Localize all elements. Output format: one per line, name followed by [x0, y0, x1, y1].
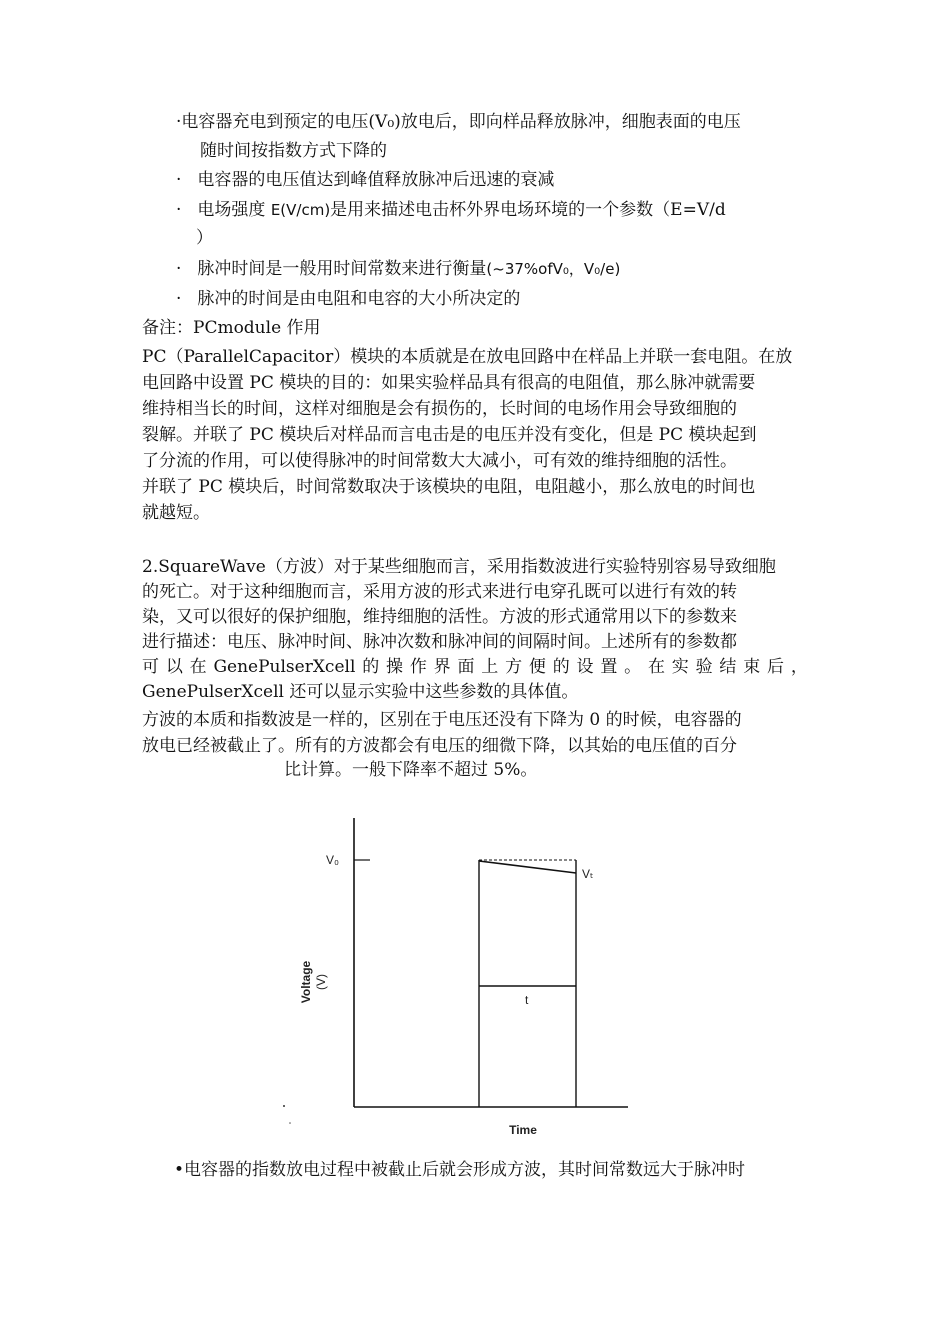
bullet-5	[176, 287, 520, 311]
word: 束	[743, 657, 761, 677]
bullet-3-unit: E(V/cm)	[270, 201, 331, 219]
note-title: 备注：PCmodule 作用	[142, 318, 321, 338]
bullet-4-formula: (~37%ofV₀，V₀/e)	[486, 260, 621, 278]
square-paragraph-line: 染，又可以很好的保护细胞，维持细胞的活性。方波的形式通常用以下的参数来	[142, 607, 737, 627]
bullet-3-post: 是用来描述电击杯外界电场环境的一个参数（E=V/d	[330, 200, 726, 220]
y-axis-label-group	[299, 960, 328, 1003]
word: 方	[505, 657, 523, 677]
square-wave-figure	[270, 810, 650, 1150]
bullet-3-line-2: ）	[196, 228, 213, 248]
vt-label: Vₜ	[582, 867, 594, 881]
bullet-5-text: 脉冲的时间是由电阻和电容的大小所决定的	[197, 289, 521, 309]
word: 在	[647, 657, 665, 677]
scan-dot	[289, 1122, 291, 1124]
bullet-3	[176, 198, 726, 222]
t-label: t	[525, 993, 529, 1007]
word: 上	[481, 657, 499, 677]
word: GenePulserXcell	[213, 657, 356, 677]
bullet-1-line-2: 随时间按指数方式下降的	[200, 141, 387, 161]
bullet-marker: ·	[176, 259, 182, 279]
bullet-1-line-1: 电容器充电到预定的电压(V₀)放电后，即向样品释放脉冲，细胞表面的电压	[181, 112, 741, 132]
bullet-marker: ·	[176, 170, 182, 190]
final-bullet: •电容器的指数放电过程中被截止后就会形成方波，其时间常数远大于脉冲时	[174, 1160, 746, 1180]
scan-dot	[283, 1105, 285, 1107]
word: ，	[790, 657, 808, 677]
word: 后	[767, 657, 785, 677]
pc-paragraph-line: 并联了 PC 模块后，时间常数取决于该模块的电阻，电阻越小，那么放电的时间也	[142, 477, 756, 497]
square-paragraph-line: 进行描述：电压、脉冲时间、脉冲次数和脉冲间的间隔时间。上述所有的参数都	[142, 632, 737, 652]
bullet-marker: ·	[176, 112, 182, 132]
pc-paragraph-line: 了分流的作用，可以使得脉冲的时间常数大大减小，可有效的维持细胞的活性。	[142, 451, 737, 471]
bullet-1	[176, 110, 741, 134]
word: 界	[433, 657, 451, 677]
voltage-droop-line	[479, 861, 576, 873]
bullet-4	[176, 257, 620, 281]
bullet-2-text: 电容器的电压值达到峰值释放脉冲后迅速的衰减	[197, 170, 555, 190]
pc-paragraph-line: PC（ParallelCapacitor）模块的本质就是在放电回路中在样品上并联一套电阻。在放	[142, 347, 793, 367]
word: 的	[362, 657, 380, 677]
square-paragraph-spread-line	[142, 655, 808, 679]
word: 可	[142, 657, 159, 677]
nature-paragraph-line: 比计算。一般下降率不超过 5%。	[284, 760, 538, 780]
pc-paragraph-line: 裂解。并联了 PC 模块后对样品而言电击是的电压并没有变化，但是 PC 模块起到	[142, 425, 757, 445]
nature-paragraph-line: 方波的本质和指数波是一样的，区别在于电压还没有下降为 0 的时候，电容器的	[142, 710, 742, 730]
square-paragraph-line: 的死亡。对于这种细胞而言，采用方波的形式来进行电穿孔既可以进行有效的转	[142, 582, 737, 602]
word: 面	[457, 657, 475, 677]
bullet-2	[176, 168, 554, 192]
square-paragraph-line: 2.SquareWave（方波）对于某些细胞而言，采用指数波进行实验特别容易导致细胞	[142, 557, 776, 577]
y-axis-label: Voltage	[299, 960, 313, 1004]
pc-paragraph-line: 就越短。	[142, 503, 210, 523]
square-paragraph-line: GenePulserXcell 还可以显示实验中这些参数的具体值。	[142, 682, 579, 702]
nature-paragraph-line: 放电已经被截止了。所有的方波都会有电压的细微下降，以其始的电压值的百分	[142, 736, 737, 756]
word: 设	[576, 657, 594, 677]
pc-paragraph-line: 维持相当长的时间，这样对细胞是会有损伤的，长时间的电场作用会导致细胞的	[142, 399, 737, 419]
bullet-4-pre: 脉冲时间是一般用时间常数来进行衡量	[197, 259, 487, 279]
word: 置	[600, 657, 618, 677]
word: 验	[695, 657, 713, 677]
word: 以	[165, 657, 183, 677]
word: 在	[189, 657, 207, 677]
word: 操	[386, 657, 404, 677]
word: 。	[624, 657, 642, 677]
word: 实	[671, 657, 689, 677]
bullet-3-pre: 电场强度	[197, 200, 271, 220]
pc-paragraph-line: 电回路中设置 PC 模块的目的：如果实验样品具有很高的电阻值，那么脉冲就需要	[142, 373, 756, 393]
word: 作	[409, 657, 427, 677]
x-axis-label: Time	[509, 1123, 537, 1137]
bullet-marker: ·	[176, 289, 182, 309]
word: 便	[528, 657, 546, 677]
word: 结	[719, 657, 737, 677]
v0-label: V₀	[326, 853, 339, 867]
word: 的	[552, 657, 570, 677]
bullet-marker: ·	[176, 200, 182, 220]
y-axis-unit: (V)	[314, 974, 328, 990]
